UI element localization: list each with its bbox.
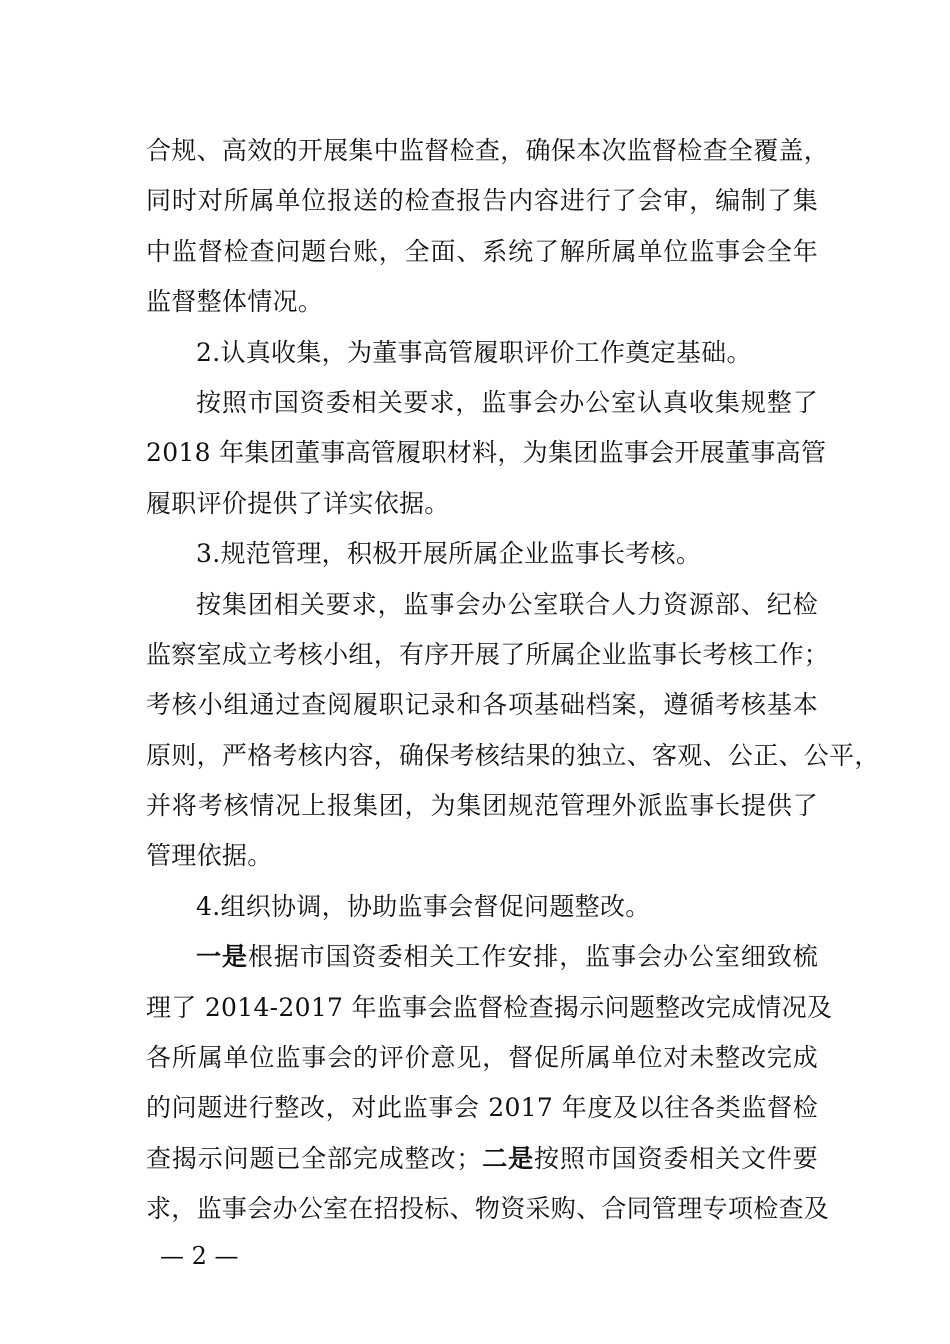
text-line: [146, 277, 818, 327]
text-line: [146, 479, 818, 529]
line-text: 求，监事会办公室在招投标、物资采购、合同管理专项检查及: [146, 1194, 830, 1224]
text-line: [146, 176, 818, 226]
line-text: 履职评价提供了详实依据。: [146, 488, 450, 518]
text-line: [146, 580, 818, 630]
line-text: 管理依据。: [146, 841, 273, 871]
line-text: 按集团相关要求，监事会办公室联合人力资源部、纪检: [196, 589, 818, 619]
line-text: 原则，严格考核内容，确保考核结果的独立、客观、公正、公平，: [146, 740, 880, 770]
text-line: [146, 126, 830, 176]
line-text: 2018 年集团董事高管履职材料，为集团监事会开展董事高管: [146, 438, 827, 468]
body-text: [146, 126, 880, 1235]
line-text: 理了 2014-2017 年监事会监督检查揭示问题整改完成情况及: [146, 992, 833, 1022]
line-text: 合规、高效的开展集中监督检查，确保本次监督检查全覆盖，: [146, 136, 830, 165]
text-line: [146, 1033, 818, 1083]
bold-lead: 一是: [196, 942, 248, 972]
line-text: 中监督检查问题台账，全面、系统了解所属单位监事会全年: [146, 236, 818, 266]
bold-lead: 二是: [481, 1143, 535, 1173]
line-text: 3.规范管理，积极开展所属企业监事长考核。: [196, 539, 702, 569]
line-text: 按照市国资委相关文件要: [534, 1143, 819, 1173]
line-text: 并将考核情况上报集团，为集团规范管理外派监事长提供了: [146, 791, 818, 821]
line-text: 查揭示问题已全部完成整改；: [146, 1143, 482, 1173]
text-line: [146, 328, 818, 378]
text-line: [146, 529, 818, 579]
text-line: [146, 227, 818, 277]
text-line: [146, 680, 818, 730]
line-text: 监督整体情况。: [146, 287, 324, 317]
text-line: [146, 1184, 830, 1234]
line-text: 根据市国资委相关工作安排，监事会办公室细致梳: [247, 942, 818, 972]
text-line: [146, 378, 818, 428]
text-line: [146, 1083, 818, 1133]
text-line: [146, 428, 827, 478]
line-text: 考核小组通过查阅履职记录和各项基础档案，遵循考核基本: [146, 690, 818, 720]
line-text: 4.组织协调，协助监事会督促问题整改。: [196, 891, 651, 921]
line-text: 各所属单位监事会的评价意见，督促所属单位对未整改完成: [146, 1043, 818, 1073]
text-line: [146, 630, 830, 680]
text-line: [146, 983, 833, 1033]
line-text: 同时对所属单位报送的检查报告内容进行了会审，编制了集: [146, 186, 818, 216]
line-text: 的问题进行整改，对此监事会 2017 年度及以往各类监督检: [146, 1093, 818, 1123]
line-text: 监察室成立考核小组，有序开展了所属企业监事长考核工作；: [146, 639, 830, 669]
text-line: [146, 731, 880, 781]
page-number: — 2 —: [160, 1242, 239, 1270]
text-line: [146, 882, 818, 932]
text-line: [146, 781, 818, 831]
line-text: 2.认真收集，为董事高管履职评价工作奠定基础。: [196, 337, 752, 367]
text-line: [146, 831, 818, 881]
line-text: 按照市国资委相关要求，监事会办公室认真收集规整了: [196, 387, 818, 417]
text-line: [146, 1134, 818, 1184]
text-line: [146, 932, 818, 982]
